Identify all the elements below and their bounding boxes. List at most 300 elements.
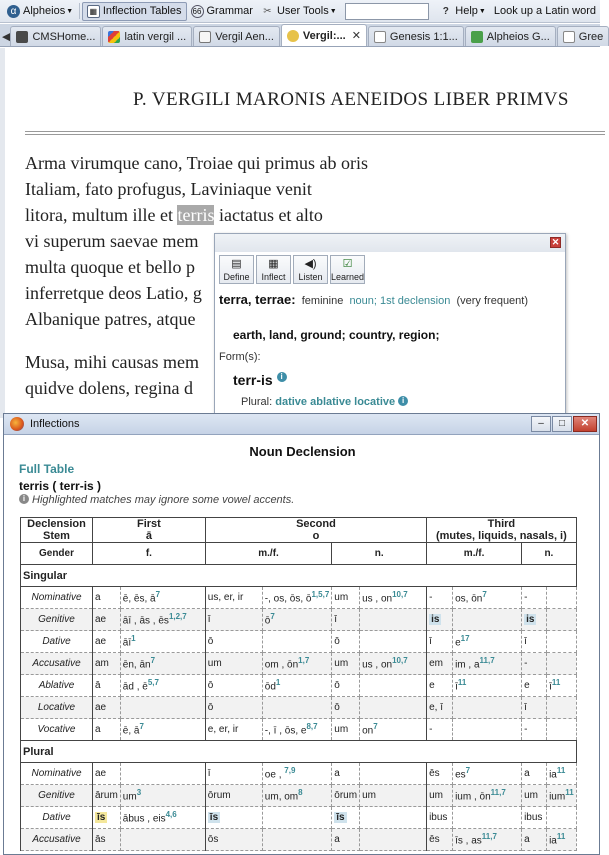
ending-cell: [332, 653, 360, 675]
ending-cell: [360, 653, 427, 675]
popup-close-icon[interactable]: ✕: [551, 237, 560, 247]
page-icon: [199, 31, 211, 43]
ending-cell: [93, 631, 121, 653]
ending-text: -, ī , ōs, e: [264, 725, 307, 737]
footnote-marker[interactable]: 7: [482, 590, 487, 600]
tab-vergil-aen[interactable]: [193, 26, 280, 46]
footnote-marker[interactable]: 7: [270, 612, 275, 622]
ending-cell: [522, 631, 547, 653]
ending-text: e: [429, 680, 435, 691]
case-row: [21, 631, 577, 653]
tab-strip: [0, 24, 604, 47]
verse-line: [25, 205, 323, 226]
case-name: Vocative: [21, 719, 93, 741]
lookup-label[interactable]: Look up a Latin word: [493, 5, 596, 17]
ending-text: ēs: [429, 768, 440, 779]
gender-n-third: n.: [522, 543, 577, 565]
case-row: [21, 785, 577, 807]
ending-text: ābus , eis: [122, 813, 166, 825]
form-word: [233, 372, 287, 388]
selected-word[interactable]: terris: [177, 205, 215, 225]
singular-label: Singular: [21, 565, 577, 587]
footnote-marker[interactable]: 8,7: [306, 722, 318, 732]
learned-button[interactable]: [330, 255, 365, 284]
case-row: [21, 609, 577, 631]
ending-cell: [332, 785, 360, 807]
table-icon: ▦: [87, 5, 100, 18]
footnote-marker[interactable]: 11: [551, 678, 561, 688]
ending-cell: [332, 697, 360, 719]
ending-cell: [547, 675, 577, 697]
maximize-button[interactable]: □: [552, 416, 572, 432]
ending-text: īs: [336, 812, 345, 823]
footnote-marker[interactable]: 1: [275, 678, 281, 688]
frequency: (very frequent): [456, 295, 529, 307]
page-icon: [16, 31, 28, 43]
ending-cell: [522, 829, 547, 851]
second-label: Second: [296, 518, 336, 530]
ending-text: ī: [524, 702, 527, 713]
ending-text: us, er, ir: [207, 592, 244, 603]
ending-text: um: [524, 790, 538, 801]
footnote-marker[interactable]: 11,7: [481, 832, 497, 842]
gender-mf: m./f.: [205, 543, 331, 565]
ending-cell: [205, 631, 262, 653]
group-plural: [21, 741, 577, 763]
ending-cell: [522, 763, 547, 785]
footnote-marker[interactable]: 7: [465, 766, 471, 776]
declension-stem-header: [21, 518, 93, 543]
ending-text: a: [95, 592, 101, 603]
ending-cell: [547, 609, 577, 631]
meaning: earth, land, ground; country, region;: [233, 328, 440, 342]
alpheios-icon: α: [7, 5, 20, 18]
help-menu[interactable]: [435, 2, 490, 21]
tab-label: latin vergil ...: [124, 30, 187, 43]
ending-cell: [453, 587, 522, 609]
ending-cell: [120, 763, 205, 785]
third-declension-header: [427, 518, 577, 543]
ending-cell: [120, 675, 205, 697]
inflection-tables-label: Inflection Tables: [102, 5, 182, 17]
footnote-marker[interactable]: 7: [139, 722, 144, 732]
verse-line: Arma virumque cano, Troiae qui primus ab oris: [25, 153, 368, 173]
ending-cell: [427, 587, 453, 609]
tabs-scroll-left-icon[interactable]: ◀: [2, 31, 11, 43]
case-name: Locative: [21, 697, 93, 719]
ending-text: ōd: [264, 681, 276, 693]
ending-cell: [262, 587, 331, 609]
ending-cell: [453, 785, 522, 807]
footnote-marker[interactable]: 11: [565, 788, 574, 798]
ending-text: ae: [95, 702, 107, 713]
ending-text: ōrum: [334, 790, 358, 801]
third-label: Third: [487, 518, 516, 530]
ending-cell: [205, 829, 262, 851]
ending-cell: [332, 609, 360, 631]
listen-button[interactable]: [293, 255, 328, 284]
tab-google[interactable]: [102, 26, 192, 46]
browser-toolbar: [0, 0, 600, 23]
info-icon[interactable]: i: [277, 372, 287, 382]
ending-cell: [522, 609, 547, 631]
ending-cell: [262, 653, 331, 675]
ending-cell: [547, 829, 577, 851]
ending-cell: [205, 763, 262, 785]
ending-cell: [427, 785, 453, 807]
ending-cell: [93, 785, 121, 807]
ending-text: os, ōn: [455, 593, 483, 605]
case-row: [21, 719, 577, 741]
footnote-marker[interactable]: 10,7: [392, 590, 408, 600]
footnote-marker[interactable]: 3: [136, 788, 142, 798]
ending-text: im , a: [455, 659, 480, 671]
inflect-button[interactable]: [256, 255, 291, 284]
help-icon: ?: [442, 5, 449, 17]
case-row: [21, 829, 577, 851]
ending-cell: [93, 609, 121, 631]
ending-cell: [360, 609, 427, 631]
ending-text: um: [334, 592, 349, 603]
tab-greek[interactable]: [557, 26, 609, 46]
ending-cell: [332, 719, 360, 741]
ending-cell: [262, 675, 331, 697]
puzzle-icon: [471, 31, 483, 43]
ending-cell: [427, 653, 453, 675]
ending-cell: [262, 609, 331, 631]
case-name: Nominative: [21, 763, 93, 785]
ending-cell: [205, 587, 262, 609]
page-icon: [374, 31, 386, 43]
ending-cell: [205, 785, 262, 807]
firefox-icon: [10, 417, 24, 431]
ending-cell: [522, 675, 547, 697]
user-tools-menu[interactable]: [257, 2, 341, 21]
ending-text: ī: [334, 614, 338, 625]
ending-cell: [547, 697, 577, 719]
grammar-button[interactable]: [187, 2, 257, 21]
inflections-titlebar: [4, 414, 599, 435]
ending-text: ī: [455, 681, 458, 693]
ending-cell: [332, 763, 360, 785]
ending-cell: [120, 719, 205, 741]
footnote-marker[interactable]: 7: [155, 590, 161, 600]
ending-text: āī , ās , ēs: [122, 615, 169, 627]
ending-cell: [332, 587, 360, 609]
ending-text: ārum: [95, 790, 118, 801]
info-icon: i: [19, 494, 29, 504]
ending-text: ō: [264, 615, 271, 627]
tab-label: Alpheios G...: [486, 30, 550, 43]
footnote-marker[interactable]: 11,7: [490, 788, 506, 798]
page-icon: [563, 31, 575, 43]
checkmark-icon: ☑: [342, 258, 353, 270]
ending-text: -: [429, 724, 433, 735]
case-name: Ablative: [21, 675, 93, 697]
ending-cell: [120, 653, 205, 675]
footnote-marker[interactable]: 1,7: [298, 656, 310, 666]
ending-cell: [453, 697, 522, 719]
ending-cell: [547, 631, 577, 653]
ending-text: es: [455, 769, 466, 781]
ending-text: a: [334, 768, 340, 779]
footnote-marker[interactable]: 17: [460, 634, 470, 644]
speaker-icon: ◀): [304, 258, 317, 270]
ending-text: e: [524, 680, 530, 691]
ending-text: ās: [95, 834, 106, 845]
case-name: Nominative: [21, 587, 93, 609]
ending-cell: [120, 829, 205, 851]
case-row: [21, 675, 577, 697]
footnote-marker[interactable]: 8: [298, 788, 303, 798]
ending-cell: [93, 807, 121, 829]
ending-text: ō: [334, 636, 340, 647]
footnote-marker[interactable]: 7: [373, 722, 378, 732]
case-locative: locative: [354, 396, 396, 408]
ending-cell: [205, 609, 262, 631]
caret-icon: ▼: [66, 7, 74, 15]
book-icon: ▤: [231, 258, 242, 270]
ending-text: ae: [95, 768, 107, 779]
ending-cell: [453, 829, 522, 851]
ending-text: ae: [95, 636, 107, 647]
verse-text: litora, multum ille et: [25, 205, 173, 225]
ending-cell: [522, 719, 547, 741]
tab-label: Vergil Aen...: [215, 30, 274, 43]
divider: [79, 3, 80, 19]
ending-cell: [547, 763, 577, 785]
ending-text: um: [362, 790, 376, 801]
ending-cell: [453, 653, 522, 675]
ending-cell: [262, 631, 331, 653]
declension-label: Declension: [27, 518, 86, 530]
ending-text: a: [334, 834, 340, 845]
ending-cell: [427, 609, 453, 631]
accent-note: [19, 494, 294, 506]
ending-text: um, om: [264, 791, 299, 803]
help-label: Help: [455, 5, 478, 17]
footnote-marker[interactable]: 11,7: [479, 656, 495, 666]
info-icon[interactable]: i: [398, 396, 408, 406]
ending-text: ē, ā: [122, 725, 140, 737]
ending-text: e, er, ir: [207, 724, 239, 735]
ending-cell: [205, 719, 262, 741]
footnote-marker[interactable]: 5,7: [147, 678, 159, 688]
ending-text: ēs: [429, 834, 440, 845]
ending-cell: [453, 719, 522, 741]
ending-cell: [360, 763, 427, 785]
tab-label: CMSHome...: [32, 30, 96, 43]
ending-cell: [205, 653, 262, 675]
ending-text: oe ,: [264, 769, 285, 781]
ending-cell: [427, 675, 453, 697]
verse-line: inferretque deos Latio, g: [25, 283, 202, 303]
ending-text: am: [95, 658, 109, 669]
tab-cmshome[interactable]: [10, 26, 101, 46]
inflection-tables-button[interactable]: [82, 2, 187, 21]
ending-text: ium , ōn: [455, 791, 491, 803]
declension: 1st declension: [380, 295, 451, 307]
ending-cell: [120, 807, 205, 829]
tab-label: Vergil:...: [302, 29, 346, 42]
footnote-marker[interactable]: 1: [131, 634, 136, 644]
ending-cell: [522, 587, 547, 609]
form-text: terr-is: [233, 372, 273, 388]
case-ablative: ablative: [310, 396, 352, 408]
ending-cell: [427, 829, 453, 851]
ending-cell: [547, 785, 577, 807]
case-row: [21, 807, 577, 829]
ending-cell: [262, 763, 331, 785]
ending-cell: [93, 675, 121, 697]
ending-cell: [93, 697, 121, 719]
ending-text: um: [429, 790, 443, 801]
toolbar-search-input[interactable]: [345, 3, 430, 20]
ending-cell: [262, 785, 331, 807]
forms-label: Form(s):: [219, 351, 261, 363]
ending-cell: [205, 675, 262, 697]
case-name: Genitive: [21, 785, 93, 807]
ending-text: ō: [334, 680, 340, 691]
footnote-marker[interactable]: 7: [150, 656, 156, 666]
inflect-label: Inflect: [261, 272, 286, 282]
ending-cell: [453, 631, 522, 653]
verse-line: Albanique patres, atque: [25, 309, 196, 329]
case-row: [21, 697, 577, 719]
footnote-marker[interactable]: 10,7: [392, 656, 408, 666]
stem-label: Stem: [43, 530, 70, 542]
gender-n: n.: [332, 543, 427, 565]
third-stem: (mutes, liquids, nasals, i): [435, 530, 567, 542]
ending-text: on: [362, 725, 374, 737]
case-name: Dative: [21, 631, 93, 653]
ending-cell: [93, 587, 121, 609]
tab-alpheios[interactable]: [465, 26, 556, 46]
full-table-link[interactable]: Full Table: [19, 462, 75, 476]
ending-cell: [262, 697, 331, 719]
header-row-declension: [21, 518, 577, 543]
ending-text: em: [429, 658, 443, 669]
ending-text: ia: [549, 835, 557, 847]
verse-line: quidve dolens, regina d: [25, 378, 193, 398]
declension-table: [20, 517, 577, 851]
table-icon: ▦: [268, 258, 279, 270]
ending-text: ī: [207, 614, 211, 625]
google-icon: [108, 31, 120, 43]
ending-text: -: [524, 658, 528, 669]
window-close-button[interactable]: ✕: [573, 416, 597, 432]
ending-text: is: [431, 614, 440, 625]
ending-cell: [93, 829, 121, 851]
footnote-marker[interactable]: 11: [457, 678, 467, 688]
define-button[interactable]: [219, 255, 254, 284]
ending-cell: [262, 719, 331, 741]
tab-close-icon[interactable]: ✕: [351, 30, 361, 42]
ending-cell: [427, 631, 453, 653]
ending-cell: [360, 631, 427, 653]
word-popup: [214, 233, 566, 423]
ending-cell: [427, 719, 453, 741]
ending-text: āī: [122, 637, 132, 649]
ending-cell: [547, 587, 577, 609]
tab-genesis[interactable]: [368, 26, 464, 46]
ending-text: ium: [549, 791, 566, 803]
alpheios-menu[interactable]: [3, 2, 77, 21]
ending-text: ō: [207, 636, 214, 647]
gender-f: f.: [93, 543, 206, 565]
ending-text: ō: [207, 680, 214, 691]
define-label: Define: [223, 272, 250, 282]
footnote-marker[interactable]: 11: [556, 832, 566, 842]
ending-text: ō: [207, 702, 214, 713]
ending-text: um: [207, 658, 222, 669]
ending-text: ibus: [429, 812, 448, 823]
word-form: terris ( terr-is ): [19, 479, 102, 493]
ending-text: um: [334, 658, 349, 669]
ending-cell: [427, 697, 453, 719]
ending-cell: [93, 719, 121, 741]
ending-text: us , on: [362, 659, 393, 671]
gender: feminine: [301, 295, 344, 307]
second-declension-header: [205, 518, 426, 543]
ending-text: um: [334, 724, 349, 735]
verse-line: Italiam, fato profugus, Laviniaque venit: [25, 179, 312, 199]
ending-text: a: [524, 768, 530, 779]
ending-text: us , on: [362, 593, 393, 605]
ending-cell: [522, 785, 547, 807]
case-row: [21, 653, 577, 675]
gender-header: Gender: [21, 543, 93, 565]
second-stem: o: [312, 530, 320, 542]
footnote-marker[interactable]: 1,2,7: [168, 612, 187, 622]
ending-text: ēn, ān: [122, 659, 151, 671]
ending-cell: [453, 675, 522, 697]
footnote-marker[interactable]: 4,6: [165, 810, 177, 820]
ending-cell: [522, 653, 547, 675]
ending-cell: [120, 697, 205, 719]
ending-cell: [120, 609, 205, 631]
ending-cell: [332, 807, 360, 829]
footnote-marker[interactable]: 11: [556, 766, 566, 776]
minimize-button[interactable]: –: [531, 416, 551, 432]
ending-text: -: [429, 592, 433, 603]
ending-text: ōrum: [207, 790, 231, 801]
first-declension-header: [93, 518, 206, 543]
ending-cell: [205, 697, 262, 719]
title-rule: [25, 131, 605, 135]
tab-vergil-active[interactable]: [281, 24, 367, 46]
lemma-line: [219, 292, 563, 309]
listen-label: Listen: [298, 272, 323, 282]
case-dative: dative: [275, 396, 308, 408]
ending-cell: [360, 719, 427, 741]
plural-rows: [21, 763, 577, 851]
case-name: Accusative: [21, 829, 93, 851]
verse-text: iactatus et alto: [214, 205, 323, 225]
ending-cell: [205, 807, 262, 829]
ending-text: a: [524, 834, 530, 845]
caret-icon: ▼: [478, 7, 486, 15]
ending-cell: [360, 675, 427, 697]
footnote-marker[interactable]: 7,9: [284, 766, 296, 776]
ending-text: -: [524, 724, 528, 735]
ending-cell: [360, 785, 427, 807]
footnote-marker[interactable]: 1,5,7: [311, 590, 330, 600]
book-title: P. VERGILI MARONIS AENEIDOS LIBER PRIMVS: [133, 89, 569, 110]
ending-text: ō: [334, 702, 340, 713]
ending-cell: [453, 609, 522, 631]
ending-text: ī: [207, 768, 211, 779]
